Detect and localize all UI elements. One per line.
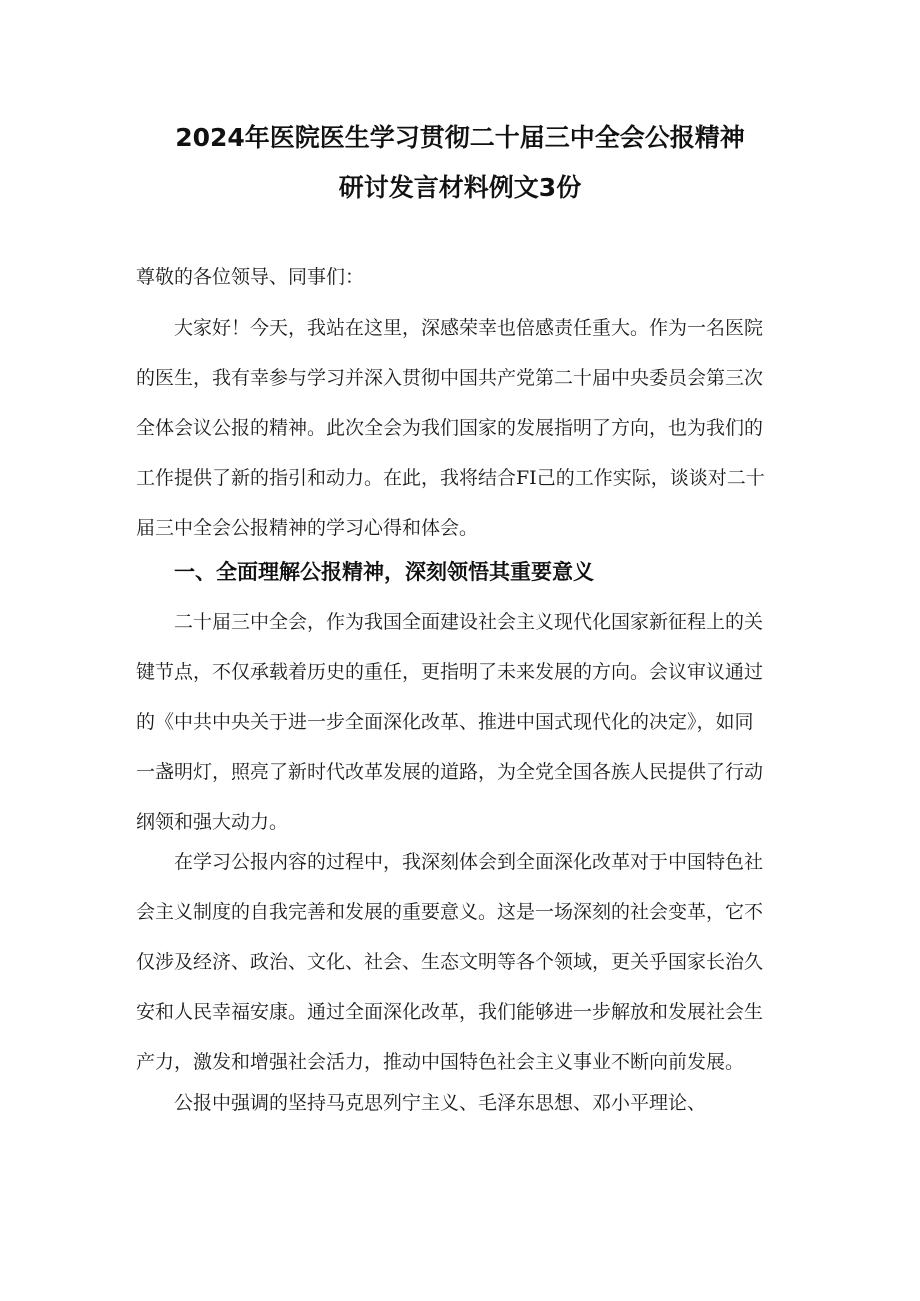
document-title-line-2: 研讨发言材料例文3份: [338, 173, 582, 202]
paragraph-line: 产力，激发和增强社会活力，推动中国特色社会主义事业不断向前发展。: [136, 1051, 745, 1073]
document-title-line-1: 2024年医院医生学习贯彻二十届三中全会公报精神: [175, 123, 745, 152]
paragraph-line: 会主义制度的自我完善和发展的重要意义。这是一场深刻的社会变革，它不: [136, 901, 764, 923]
paragraph-line: 二十届三中全会，作为我国全面建设社会主义现代化国家新征程上的关: [174, 611, 764, 633]
salutation: 尊敬的各位领导、同事们：: [136, 266, 365, 288]
paragraph-line: 工作提供了新的指引和动力。在此，我将结合FI己的工作实际，谈谈对二十: [136, 467, 765, 489]
section-heading: 一、全面理解公报精神，深刻领悟其重要意义: [174, 560, 594, 584]
paragraph-line: 的《中共中央关于进一步全面深化改革、推进中国式现代化的决定》，如同: [136, 711, 754, 733]
paragraph-line: 公报中强调的坚持马克思列宁主义、毛泽东思想、邓小平理论、: [174, 1092, 707, 1114]
paragraph-line: 届三中全会公报精神的学习心得和体会。: [136, 517, 479, 539]
paragraph-line: 的医生，我有幸参与学习并深入贯彻中国共产党第二十届中央委员会第三次: [136, 367, 764, 389]
paragraph-line: 一盏明灯，照亮了新时代改革发展的道路，为全党全国各族人民提供了行动: [136, 761, 764, 783]
paragraph-line: 仅涉及经济、政治、文化、社会、生态文明等各个领域，更关乎国家长治久: [136, 951, 764, 973]
paragraph-line: 大家好！今天，我站在这里，深感荣幸也倍感责任重大。作为一名医院: [174, 317, 764, 339]
paragraph-line: 键节点，不仅承载着历史的重任，更指明了未来发展的方向。会议审议通过: [136, 661, 764, 683]
paragraph-line: 纲领和强大动力。: [136, 811, 289, 833]
paragraph-line: 在学习公报内容的过程中，我深刻体会到全面深化改革对于中国特色社: [174, 851, 764, 873]
paragraph-line: 安和人民幸福安康。通过全面深化改革，我们能够进一步解放和发展社会生: [136, 1001, 764, 1023]
paragraph-line: 全体会议公报的精神。此次全会为我们国家的发展指明了方向，也为我们的: [136, 417, 764, 439]
